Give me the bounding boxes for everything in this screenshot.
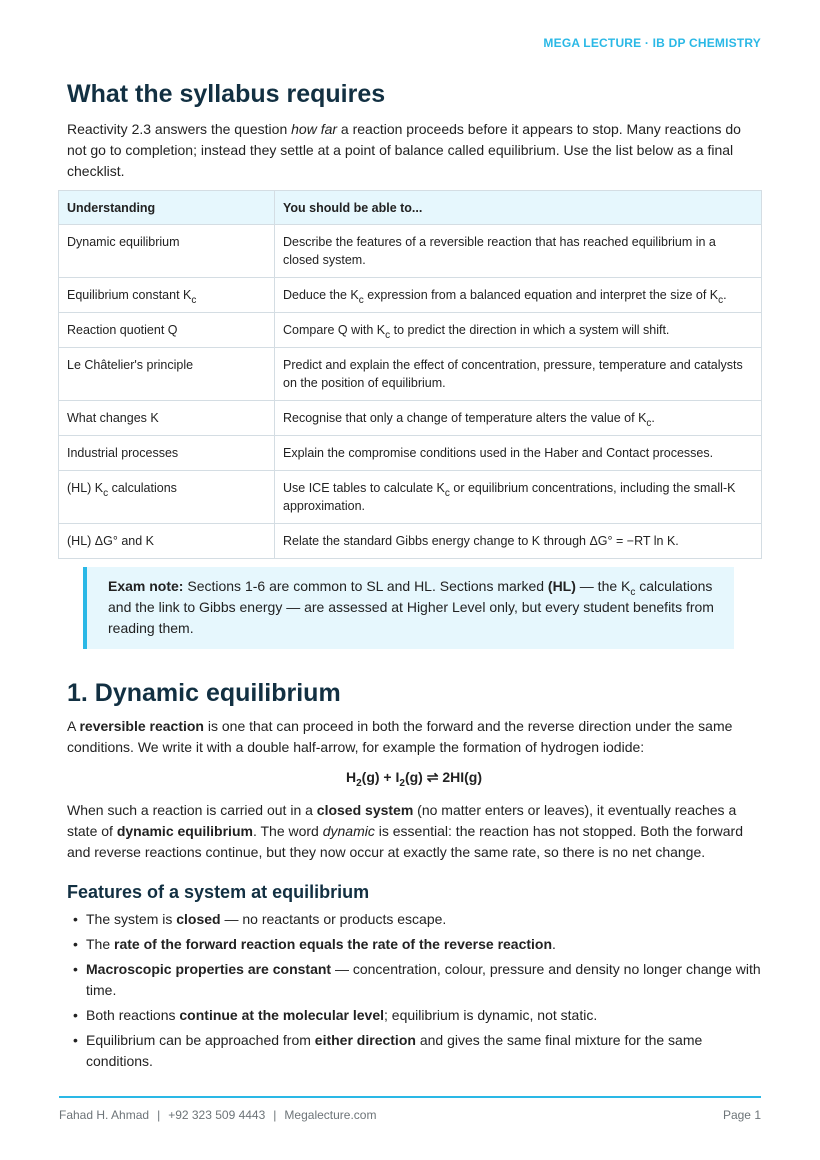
table-row: [59, 278, 762, 313]
bullet-icon: •: [73, 961, 78, 977]
features-list: [67, 909, 761, 1072]
footer-separator: |: [157, 1108, 161, 1122]
table-row: [59, 313, 762, 348]
section-1-paragraph-1: A reversible reaction is one that can proceed in both the forward and the reverse direction under the same conditions. We write it with a double half-arrow, for example the formation of hydrogen iodide:: [67, 718, 733, 755]
table-row: [59, 524, 762, 559]
description-cell: Recognise that only a change of temperature alters the value of $K_c$.: [275, 401, 762, 436]
footer-author: Fahad H. Ahmad: [59, 1108, 150, 1122]
footer-separator: |: [273, 1108, 277, 1122]
list-item: • Equilibrium can be approached from either direction and gives the same final mixture for the same conditions.: [73, 1032, 703, 1069]
footer-phone: +92 323 509 4443: [168, 1108, 266, 1122]
syllabus-title: What the syllabus requires: [67, 80, 386, 108]
understanding-cell: Reaction quotient Q: [59, 313, 275, 348]
bullet-icon: •: [73, 1007, 78, 1023]
list-item: • The rate of the forward reaction equals the rate of the reverse reaction.: [67, 934, 761, 955]
page-content: [67, 78, 761, 1076]
table-row: [59, 471, 762, 524]
description-cell: Compare Q with $K_c$ to predict the direction in which a system will shift.: [275, 313, 762, 348]
page-number: Page 1: [722, 1108, 761, 1122]
understanding-cell: What changes K: [59, 401, 275, 436]
understanding-cell: Dynamic equilibrium: [59, 225, 275, 278]
column-header-able-to: You should be able to...: [275, 191, 762, 225]
understanding-cell: Le Châtelier's principle: [59, 348, 275, 401]
column-header-understanding: Understanding: [59, 191, 275, 225]
list-item: • Both reactions continue at the molecular level; equilibrium is dynamic, not static.: [67, 1005, 761, 1026]
bullet-icon: •: [73, 911, 78, 927]
table-row: [59, 401, 762, 436]
exam-note-callout: Exam note: Sections 1-6 are common to SL and HL. Sections marked (HL) — the $K_c$ calculations and the link to Gibbs energy — are assessed at Higher Level only, but every student benefits from reading them.: [83, 567, 734, 649]
footer-contact: [59, 1108, 376, 1122]
footer-site: Megalecture.com: [284, 1108, 377, 1122]
understanding-cell: Industrial processes: [59, 436, 275, 471]
description-cell: Deduce the $K_c$ expression from a balanced equation and interpret the size of $K_c$.: [275, 278, 762, 313]
section-1-paragraph-2: When such a reaction is carried out in a closed system (no matter enters or leaves), it eventually reaches a state of dynamic equilibrium. The word dynamic is essential: the reaction has not stopped. Both the forward and reverse reactions continue, but they now occur at exactly the same rate, so there is no net change.: [67, 802, 743, 860]
description-cell: Predict and explain the effect of concentration, pressure, temperature and catalysts on the position of equilibrium.: [275, 348, 762, 401]
description-cell: Explain the compromise conditions used in the Haber and Contact processes.: [275, 436, 762, 471]
table-row: [59, 225, 762, 278]
table-row: [59, 348, 762, 401]
list-item: • The system is closed — no reactants or products escape.: [67, 909, 761, 930]
section-1-title: 1. Dynamic equilibrium: [67, 679, 341, 707]
footer-divider: [59, 1096, 761, 1098]
hydrogen-iodide-equation: $H_2(g) + I_2(g)$ ⇌ 2HI(g): [345, 769, 483, 789]
syllabus-table: [58, 190, 762, 559]
description-cell: Relate the standard Gibbs energy change to K through ΔG° = −RT ln K.: [275, 524, 762, 559]
understanding-cell: (HL) $K_c$ calculations: [59, 471, 275, 524]
bullet-icon: •: [73, 936, 78, 952]
description-cell: Describe the features of a reversible reaction that has reached equilibrium in a closed system.: [275, 225, 762, 278]
description-cell: Use ICE tables to calculate $K_c$ or equilibrium concentrations, including the small-K approximation.: [275, 471, 762, 524]
table-header-row: [59, 191, 762, 225]
list-item: • Macroscopic properties are constant — concentration, colour, pressure and density no longer change with time.: [73, 961, 761, 998]
header-tag: MEGA LECTURE · IB DP CHEMISTRY: [543, 36, 761, 50]
understanding-cell: (HL) ΔG° and K: [59, 524, 275, 559]
bullet-icon: •: [73, 1032, 78, 1048]
understanding-cell: Equilibrium constant $K_c$: [59, 278, 275, 313]
table-row: [59, 436, 762, 471]
features-title: Features of a system at equilibrium: [67, 882, 370, 902]
syllabus-intro: Reactivity 2.3 answers the question how far a reaction proceeds before it appears to stop. Many reactions do not go to completion; instead they settle at a point of balance called equilibrium. Use the list below as a final checklist.: [67, 121, 741, 179]
